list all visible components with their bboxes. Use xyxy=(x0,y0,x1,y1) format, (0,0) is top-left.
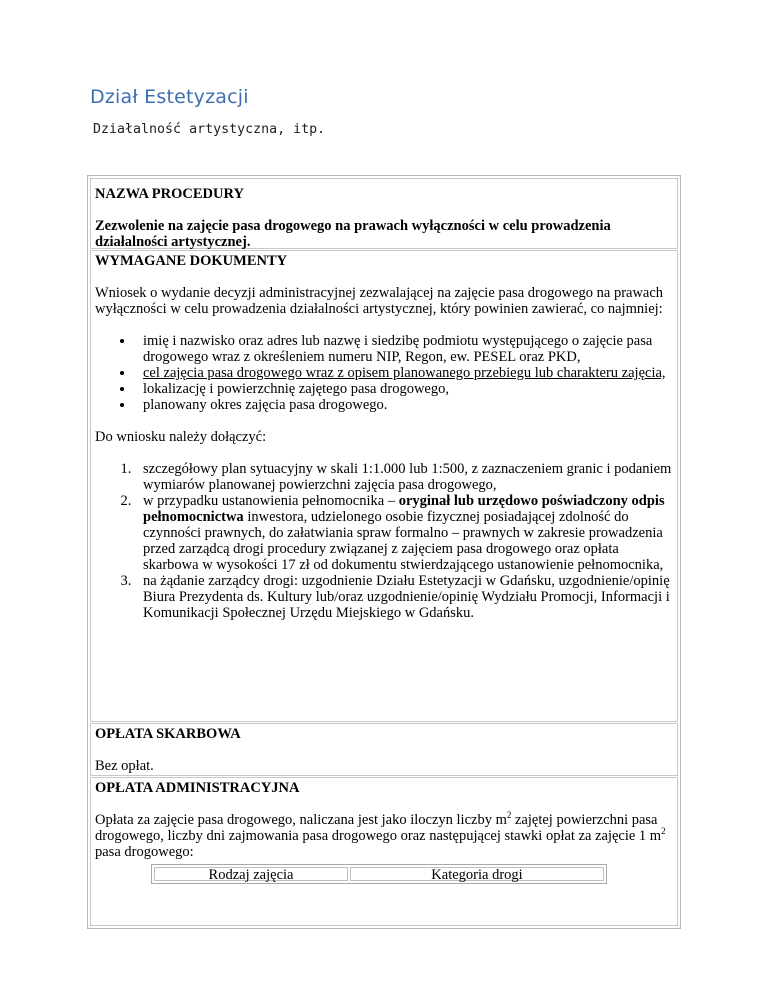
admin-fee-text-a: Opłata za zajęcie pasa drogowego, naliczana jest jako iloczyn liczby m xyxy=(95,812,507,828)
documents-intro: Wniosek o wydanie decyzji administracyjnej zezwalającej na zajęcie pasa drogowego na prawach wyłączności w celu prowadzenia działalności artystycznej, który powinien zawierać, co najmniej: xyxy=(95,285,664,317)
list-item: • imię i nazwisko oraz adres lub nazwę i siedzibę podmiotu występującego o zajęcie pasa drogowego wraz z określeniem numeru NIP, Regon, ew. PESEL oraz PKD, xyxy=(135,333,673,365)
admin-fee-header: OPŁATA ADMINISTRACYJNA xyxy=(95,780,300,796)
stamp-fee-text: Bez opłat. xyxy=(95,758,154,774)
procedure-name-cell xyxy=(90,178,678,249)
item2-text-before: w przypadku ustanowienia pełnomocnika – xyxy=(143,493,399,509)
rates-column-header: Kategoria drogi xyxy=(350,867,604,881)
rates-table xyxy=(151,864,607,884)
admin-fee-cell xyxy=(90,777,678,926)
list-item: 3. na żądanie zarządcy drogi: uzgodnienie Działu Estetyzacji w Gdańsku, uzgodnienie/opinię Biura Prezydenta ds. Kultury lub/oraz uzgodnienie/opinię Wydziału Promocji, Informacji i Komunikacji Społecznej Urzędu Miejskiego w Gdańsku. xyxy=(135,573,673,621)
procedure-table xyxy=(87,175,681,929)
list-item xyxy=(135,493,673,573)
documents-header: WYMAGANE DOKUMENTY xyxy=(95,253,288,269)
procedure-header: NAZWA PROCEDURY xyxy=(95,186,244,202)
admin-fee-text-b: zajętej powierzchni pasa drogowego, liczby dni zajmowania pasa drogowego oraz następującej stawki opłat za zajęcie 1 m xyxy=(95,812,662,844)
procedure-name: Zezwolenie na zajęcie pasa drogowego na prawach wyłączności w celu prowadzenia działalności artystycznej. xyxy=(95,218,611,250)
superscript: 2 xyxy=(661,826,666,837)
list-item: 1. szczegółowy plan sytuacyjny w skali 1:1.000 lub 1:500, z zaznaczeniem granic i podaniem wymiarów planowanej powierzchni zajęcia pasa drogowego, xyxy=(135,461,673,493)
documents-bullet-list xyxy=(95,333,673,413)
attachments-intro: Do wniosku należy dołączyć: xyxy=(95,429,267,445)
admin-fee-text xyxy=(95,812,673,860)
item2-text-after: inwestora, udzielonego osobie fizycznej posiadającej zdolność do czynności prawnych, do załatwiania spraw formalno – prawnych w zakresie prowadzenia przed zarządcą drogi procedury związanej z zajęciem pasa drogowego oraz opłata skarbowa w wysokości 17 zł od dokumentu stwierdzającego ustanowienie pełnomocnika, xyxy=(143,509,664,573)
list-item: • cel zajęcia pasa drogowego wraz z opisem planowanego przebiegu lub charakteru zajęcia, xyxy=(135,365,673,381)
attachments-list xyxy=(95,461,673,621)
page-title: Dział Estetyzacji xyxy=(90,86,249,108)
superscript: 2 xyxy=(506,810,512,821)
page-subtitle: Działalność artystyczna, itp. xyxy=(93,122,326,137)
stamp-fee-cell xyxy=(90,723,678,776)
list-item: • lokalizację i powierzchnię zajętego pasa drogowego, xyxy=(135,381,673,397)
list-item: • planowany okres zajęcia pasa drogowego. xyxy=(135,397,673,413)
item2-bold-text: oryginał lub urzędowo poświadczony odpis pełnomocnictwa xyxy=(143,493,665,525)
stamp-fee-header: OPŁATA SKARBOWA xyxy=(95,726,241,742)
rates-column-header: Rodzaj zajęcia xyxy=(154,867,348,881)
admin-fee-text-c: pasa drogowego: xyxy=(95,844,194,860)
documents-cell xyxy=(90,250,678,722)
